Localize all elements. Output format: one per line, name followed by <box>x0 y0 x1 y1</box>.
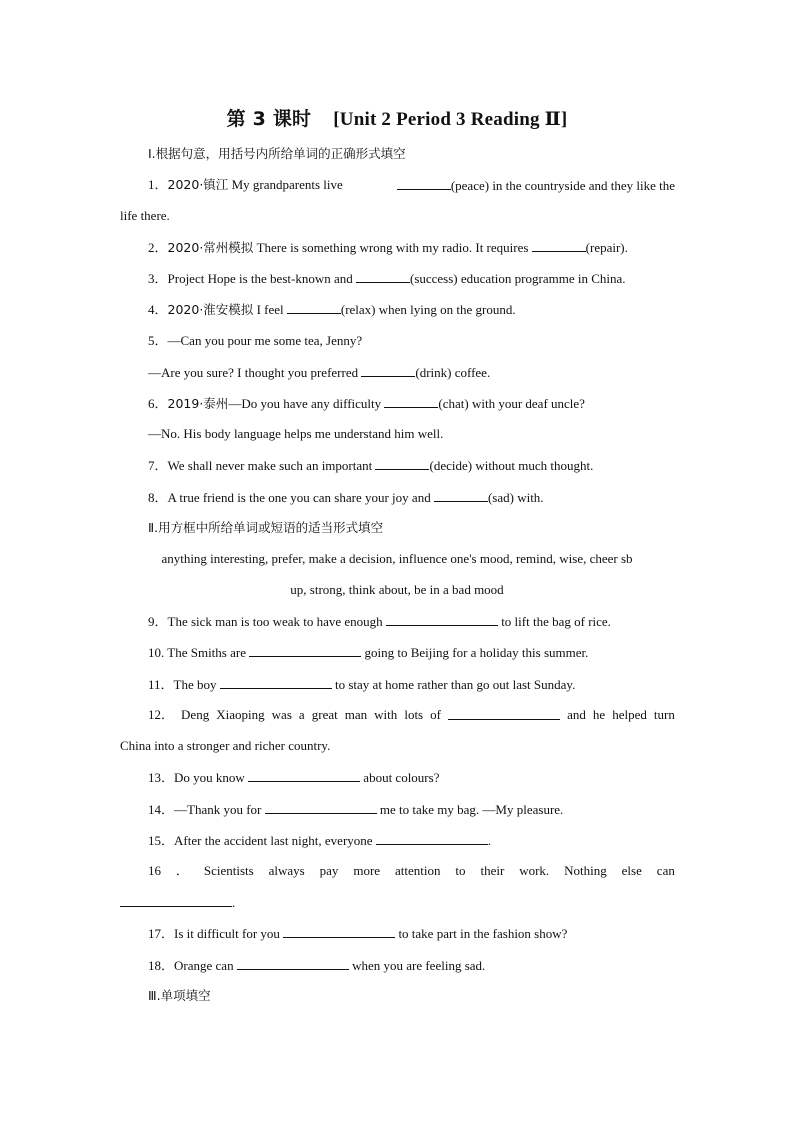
question-word: of <box>430 707 441 722</box>
section-1-heading: Ⅰ.根据句意，用括号内所给单词的正确形式填空 <box>148 146 406 161</box>
page-title <box>0 104 794 131</box>
question-6-reply: —No. His body language helps me understand him well. <box>148 426 444 441</box>
question-3: 3．Project Hope is the best-known and (success) education programme in China. <box>148 271 626 286</box>
answer-blank[interactable] <box>120 894 232 907</box>
answer-blank[interactable] <box>532 239 586 252</box>
question-word: with <box>374 707 398 722</box>
question-word: else <box>621 863 642 878</box>
question-word: turn <box>653 707 675 722</box>
question-1: 1．2020·镇江 My grandparents live (peace) in the countryside and they like the <box>148 177 675 193</box>
question-word: more <box>353 863 381 878</box>
answer-blank[interactable] <box>434 489 488 502</box>
answer-blank[interactable] <box>375 457 429 470</box>
answer-blank[interactable] <box>448 707 560 720</box>
answer-blank[interactable] <box>386 613 498 626</box>
question-9: 9．The sick man is too weak to have enough to lift the bag of rice. <box>148 614 611 629</box>
answer-blank[interactable] <box>384 395 438 408</box>
question-6: 6．2019·泰州—Do you have any difficulty (chat) with your deaf uncle? <box>148 396 585 411</box>
question-word: attention <box>395 863 441 878</box>
question-12 <box>148 707 675 723</box>
title-unit: [Unit 2 Period 3 Reading Ⅱ] <box>333 109 568 130</box>
answer-blank[interactable] <box>361 364 415 377</box>
question-17: 17．Is it difficult for you to take part in the fashion show? <box>148 926 568 941</box>
answer-blank[interactable] <box>237 957 349 970</box>
question-word: Xiaoping <box>216 707 265 722</box>
question-word: can <box>656 863 675 878</box>
question-word: to <box>455 863 466 878</box>
question-16-continued: . <box>120 894 235 911</box>
answer-blank[interactable] <box>265 801 377 814</box>
question-word: man <box>344 707 368 722</box>
question-11: 11．The boy to stay at home rather than go out last Sunday. <box>148 677 576 692</box>
question-10: 10. The Smiths are going to Beijing for a holiday this summer. <box>148 645 589 660</box>
answer-blank[interactable] <box>287 301 341 314</box>
question-word: work. <box>519 863 550 878</box>
question-word: he <box>592 707 606 722</box>
answer-blank[interactable] <box>220 676 332 689</box>
question-word: Nothing <box>564 863 607 878</box>
question-word: a <box>298 707 305 722</box>
question-word: Deng <box>181 707 210 722</box>
question-7: 7．We shall never make such an important (decide) without much thought. <box>148 458 594 473</box>
question-word: 16 <box>148 863 161 878</box>
question-word: Scientists <box>203 863 254 878</box>
answer-blank[interactable] <box>249 644 361 657</box>
question-12-continued: China into a stronger and richer country. <box>120 738 331 753</box>
question-word: ． <box>175 863 189 878</box>
title-lesson: 第 3 课时 <box>226 108 312 130</box>
word-bank-line-2: up, strong, think about, be in a bad mood <box>290 582 504 597</box>
answer-blank[interactable] <box>356 270 410 283</box>
section-2-heading: Ⅱ.用方框中所给单词或短语的适当形式填空 <box>148 520 384 535</box>
question-word: was <box>271 707 292 722</box>
question-word: 12． <box>148 707 175 722</box>
answer-blank[interactable] <box>283 925 395 938</box>
question-1-continued: life there. <box>120 208 170 223</box>
answer-blank[interactable] <box>397 177 451 190</box>
question-word: their <box>480 863 505 878</box>
question-16 <box>148 863 675 879</box>
question-2: 2．2020·常州模拟 There is something wrong with my radio. It requires (repair). <box>148 240 628 255</box>
answer-blank[interactable] <box>376 832 488 845</box>
question-word: helped <box>612 707 647 722</box>
question-5-reply: —Are you sure? I thought you preferred (drink) coffee. <box>148 365 491 380</box>
question-word: pay <box>319 863 339 878</box>
question-4: 4．2020·淮安模拟 I feel (relax) when lying on the ground. <box>148 302 516 317</box>
question-14: 14．—Thank you for me to take my bag. —My pleasure. <box>148 802 564 817</box>
word-bank-line-1: anything interesting, prefer, make a decision, influence one's mood, remind, wise, cheer sb <box>161 551 633 566</box>
question-5: 5．—Can you pour me some tea, Jenny? <box>148 333 363 348</box>
question-word: and <box>567 707 586 722</box>
answer-blank[interactable] <box>248 769 360 782</box>
question-15: 15．After the accident last night, everyone . <box>148 833 492 848</box>
question-13: 13．Do you know about colours? <box>148 770 440 785</box>
question-word: lots <box>404 707 424 722</box>
question-word: great <box>311 707 338 722</box>
question-8: 8．A true friend is the one you can share your joy and (sad) with. <box>148 490 544 505</box>
question-18: 18．Orange can when you are feeling sad. <box>148 958 486 973</box>
section-3-heading: Ⅲ.单项填空 <box>148 988 211 1003</box>
question-word: always <box>268 863 305 878</box>
